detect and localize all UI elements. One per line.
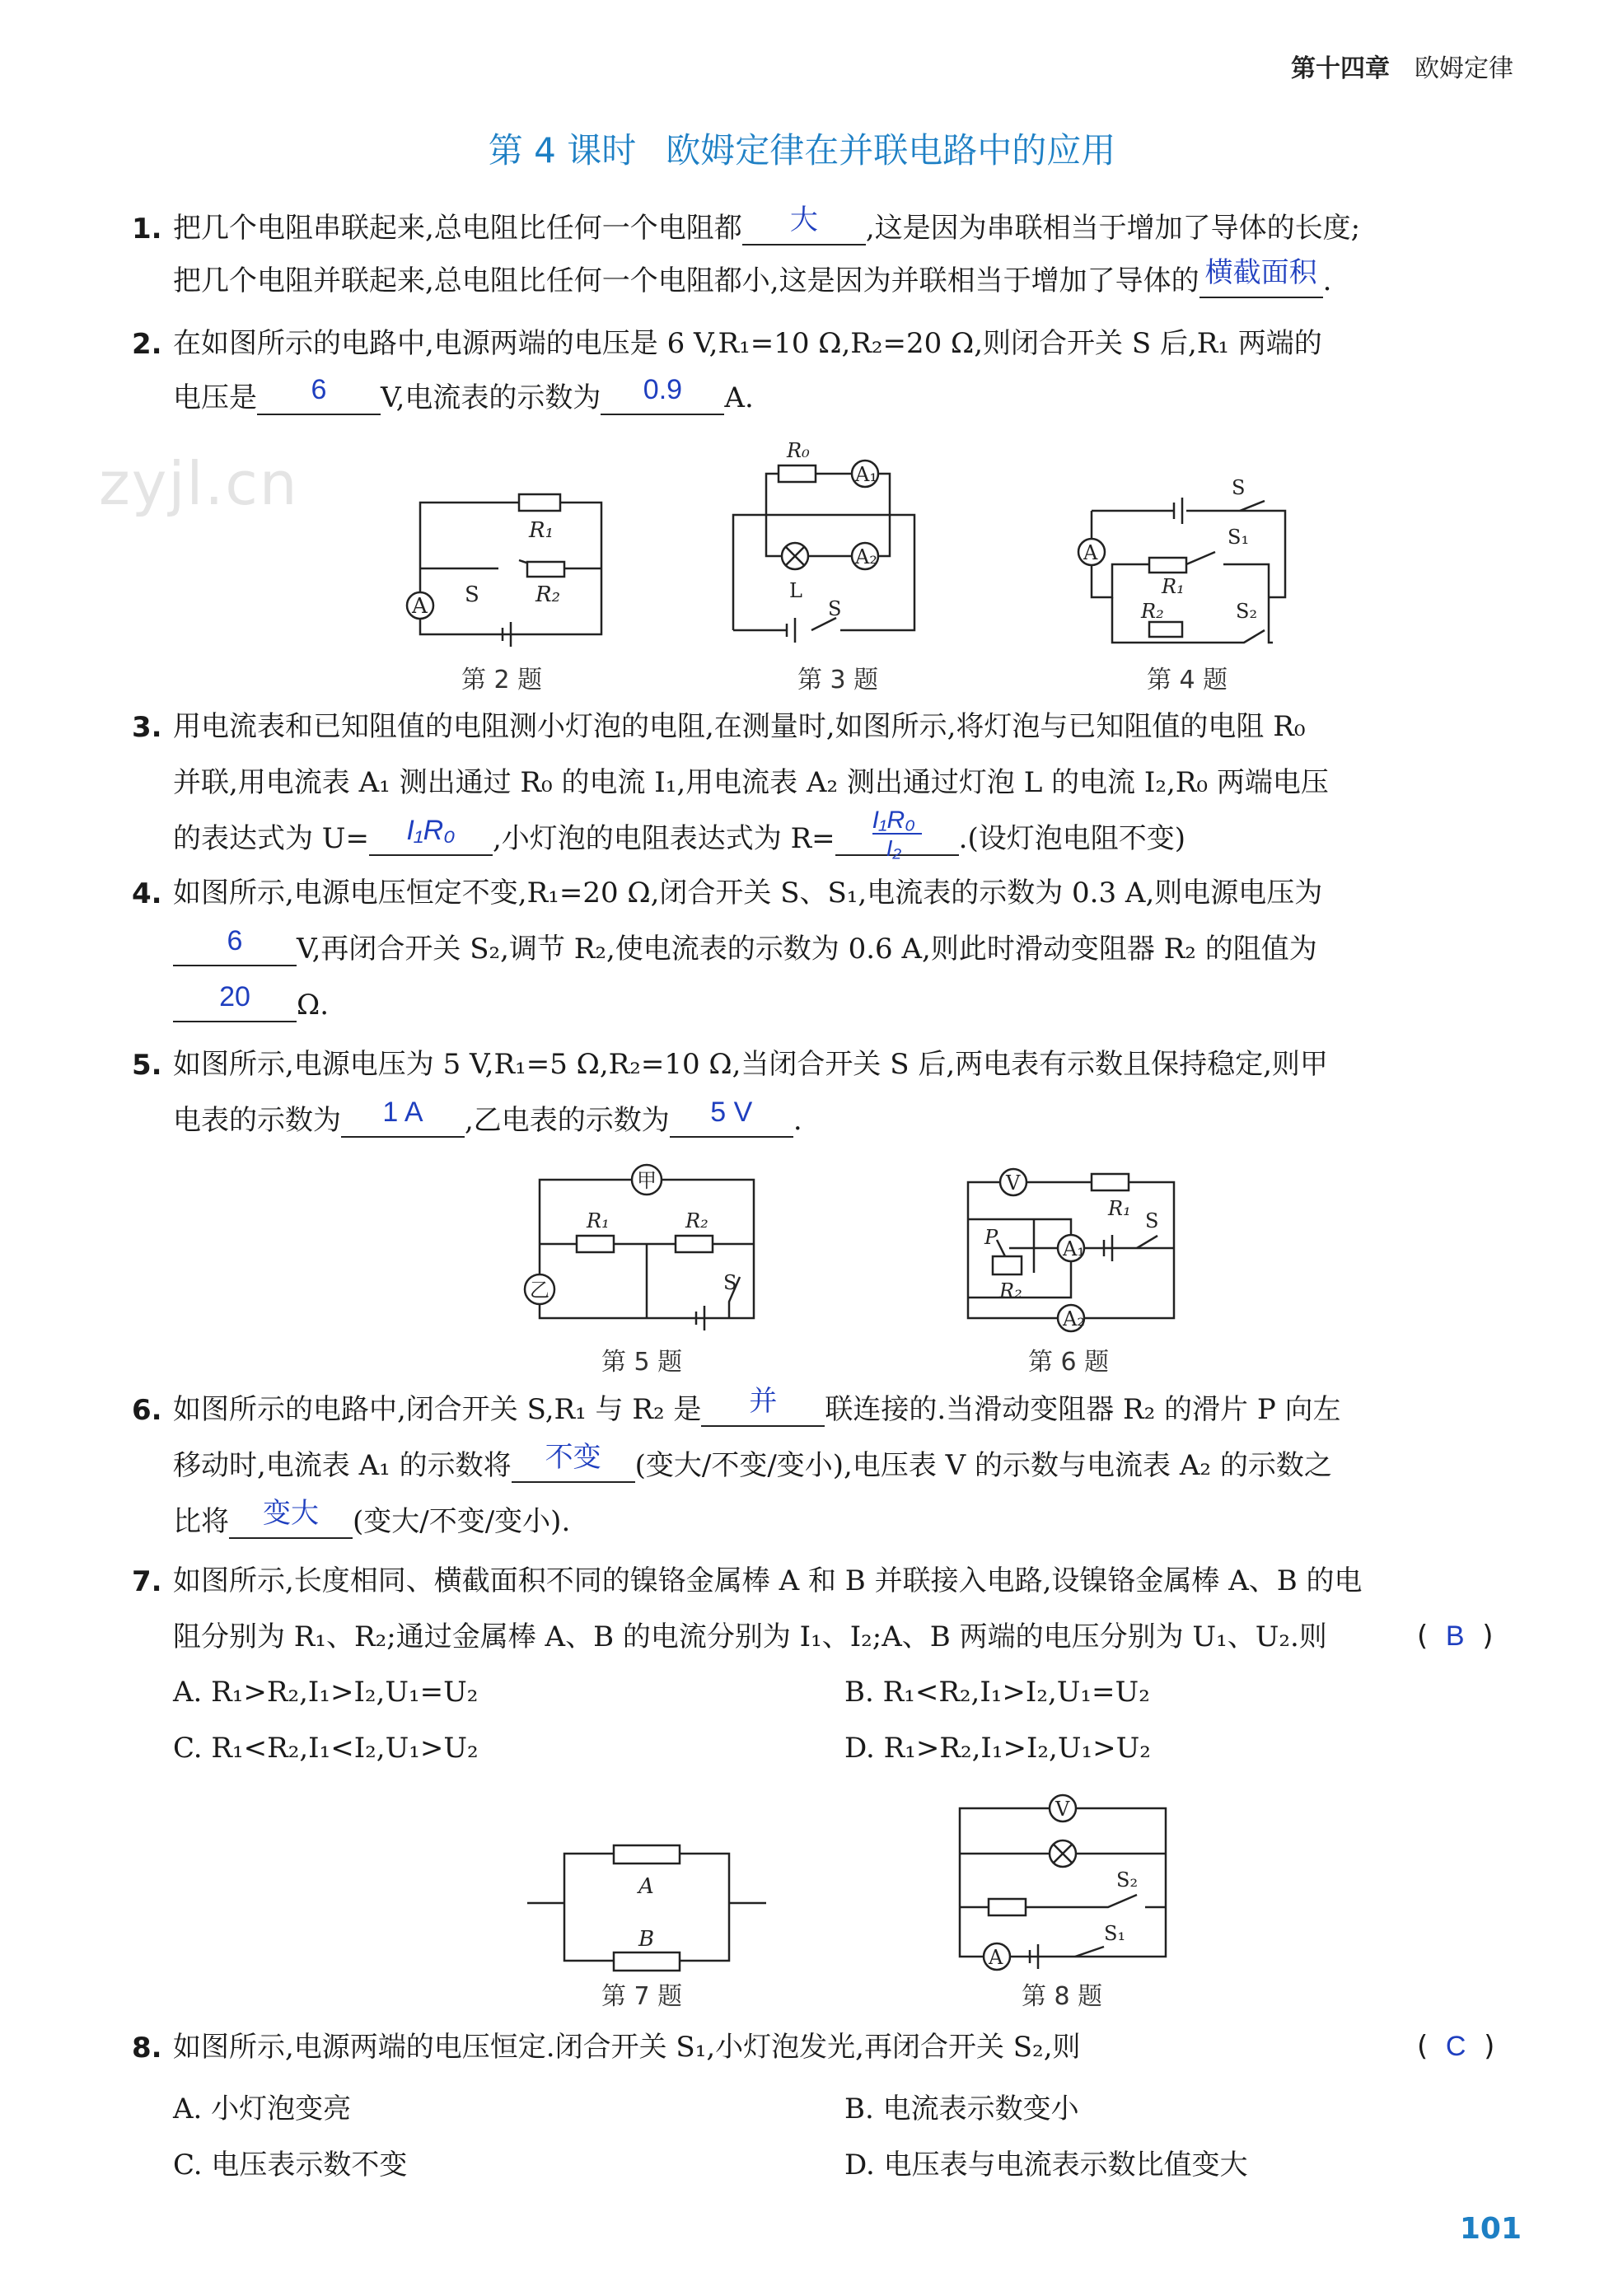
q2-answer1: 6 xyxy=(311,374,327,405)
q5-line1: 如图所示,电源电压为 5 V,R₁=5 Ω,R₂=10 Ω,当闭合开关 S 后,两电表有示数且保持稳定,则甲 xyxy=(173,1048,1328,1081)
q1-blank1 xyxy=(742,204,866,245)
fig5-jia-label: 甲 xyxy=(637,1169,657,1192)
fig5-r1-label: R₁ xyxy=(587,1209,610,1232)
q6-text-b: 联连接的.当滑动变阻器 R₂ 的滑片 P 向左 xyxy=(825,1393,1341,1426)
fig7-bar-a-label: A xyxy=(638,1874,654,1899)
q3-answer1: I₁R₀ xyxy=(406,815,456,846)
q5-line2 xyxy=(173,1097,802,1138)
q3-text-a: 的表达式为 U= xyxy=(173,822,369,855)
caption-q7: 第 7 题 xyxy=(601,1982,683,2011)
fig6-a1-label: A₁ xyxy=(1063,1237,1085,1260)
q4-line2 xyxy=(173,925,1317,966)
fig2-r1-label: R₁ xyxy=(529,518,554,543)
fig5-r2-label: R₂ xyxy=(685,1209,708,1232)
fig8-s2-label: S₂ xyxy=(1116,1868,1139,1892)
q4-blank2 xyxy=(173,981,297,1022)
q1-line2 xyxy=(173,257,1332,298)
q3-text-b: ,小灯泡的电阻表达式为 R= xyxy=(492,822,835,855)
q7-number: 7. xyxy=(132,1565,162,1598)
fig4-r2-label: R₂ xyxy=(1141,600,1164,623)
fig4-r1-label: R₁ xyxy=(1162,575,1185,598)
q7-answer: B xyxy=(1445,1620,1465,1652)
q6-blank1 xyxy=(701,1386,825,1427)
q1-answer1: 大 xyxy=(789,204,818,236)
watermark: zyjl.cn xyxy=(99,449,299,518)
fig6-r2-label: R₂ xyxy=(999,1279,1022,1302)
q6-blank2 xyxy=(512,1442,635,1483)
fig4-s1-label: S₁ xyxy=(1228,526,1250,549)
q3-blank1 xyxy=(369,815,493,856)
q4-blank1 xyxy=(173,925,297,966)
figure-q7-circuit xyxy=(527,1829,766,1977)
q6-text-e: 比将 xyxy=(173,1505,229,1538)
fig4-ammeter-label: A xyxy=(1083,541,1098,564)
fig8-ammeter-label: A xyxy=(989,1946,1003,1969)
fig2-r2-label: R₂ xyxy=(535,582,560,607)
q2-text-a: 电压是 xyxy=(173,381,257,414)
q5-answer2: 5 V xyxy=(710,1097,753,1128)
q8-option-d: D. 电压表与电流表示数比值变大 xyxy=(844,2149,1248,2181)
fig6-voltmeter-label: V xyxy=(1006,1171,1021,1195)
caption-q5: 第 5 题 xyxy=(601,1348,683,1377)
q8-answer-bracket: ( C ) xyxy=(1417,2030,1495,2063)
q1-blank2 xyxy=(1199,257,1323,298)
q2-blank1 xyxy=(257,374,381,415)
fig6-switch-label: S xyxy=(1145,1209,1159,1232)
q2-text-c: A. xyxy=(724,381,754,414)
q7-option-a: A. R₁>R₂,I₁>I₂,U₁=U₂ xyxy=(173,1676,479,1709)
q5-answer1: 1 A xyxy=(382,1097,423,1128)
chapter-number: 第十四章 xyxy=(1291,54,1390,83)
q4-answer1: 6 xyxy=(227,925,243,956)
figure-q6-circuit xyxy=(960,1157,1182,1335)
q2-number: 2. xyxy=(132,328,162,361)
q3-answer2-denominator: I₂ xyxy=(886,835,902,861)
figure-q3-circuit xyxy=(725,433,923,643)
lesson-title xyxy=(0,124,1604,173)
q6-line3 xyxy=(173,1498,571,1539)
q6-line2 xyxy=(173,1442,1332,1483)
q5-text-c: . xyxy=(793,1104,802,1137)
fig3-lamp-label: L xyxy=(789,579,802,602)
fig3-a1-label: A₁ xyxy=(855,463,877,486)
fig4-s2-label: S₂ xyxy=(1236,600,1258,623)
q6-text-a: 如图所示的电路中,闭合开关 S,R₁ 与 R₂ 是 xyxy=(173,1393,702,1426)
q3-answer2-numerator: I₁R₀ xyxy=(872,807,915,834)
figure-q4-circuit xyxy=(1079,478,1293,655)
chapter-header xyxy=(1291,48,1513,84)
fig6-a2-label: A₂ xyxy=(1063,1307,1085,1330)
fig5-switch-label: S xyxy=(723,1271,737,1294)
fig2-ammeter-label: A xyxy=(412,594,428,619)
fig3-r0-label: R₀ xyxy=(787,439,810,462)
q5-number: 5. xyxy=(132,1049,162,1082)
q1-text-b: ,这是因为串联相当于增加了导体的长度; xyxy=(865,212,1361,245)
q8-line1: 如图所示,电源两端的电压恒定.闭合开关 S₁,小灯泡发光,再闭合开关 S₂,则 xyxy=(173,2031,1081,2064)
q2-blank2 xyxy=(601,374,724,415)
q8-option-b: B. 电流表示数变小 xyxy=(844,2093,1079,2125)
q1-answer2: 横截面积 xyxy=(1204,257,1317,288)
q4-text-c: Ω. xyxy=(297,989,329,1022)
q1-number: 1. xyxy=(132,213,162,245)
q4-line3 xyxy=(173,981,329,1022)
q8-number: 8. xyxy=(132,2032,162,2065)
q7-option-c: C. R₁<R₂,I₁<I₂,U₁>U₂ xyxy=(173,1732,479,1765)
caption-q6: 第 6 题 xyxy=(1028,1348,1110,1377)
q6-number: 6. xyxy=(132,1394,162,1427)
q5-text-a: 电表的示数为 xyxy=(173,1104,341,1137)
caption-q3: 第 3 题 xyxy=(797,666,879,694)
q1-line1 xyxy=(173,204,1361,245)
fig8-voltmeter-label: V xyxy=(1055,1798,1070,1821)
q4-text-b: V,再闭合开关 S₂,调节 R₂,使电流表的示数为 0.6 A,则此时滑动变阻器 R₂ 的阻值为 xyxy=(297,933,1317,966)
q4-answer2: 20 xyxy=(219,981,250,1012)
fig7-bar-b-label: B xyxy=(638,1927,655,1952)
q5-blank2 xyxy=(670,1097,793,1138)
q7-answer-bracket: ( B ) xyxy=(1417,1620,1494,1653)
q3-line2: 并联,用电流表 A₁ 测出通过 R₀ 的电流 I₁,用电流表 A₂ 测出通过灯泡 L 的电流 I₂,R₀ 两端电压 xyxy=(173,766,1329,799)
page-number: 101 xyxy=(1459,2212,1522,2246)
q3-line3 xyxy=(173,807,1185,861)
q6-answer1: 并 xyxy=(749,1386,778,1417)
q8-option-a: A. 小灯泡变亮 xyxy=(173,2093,352,2125)
q3-blank2 xyxy=(835,807,959,861)
q3-line1: 用电流表和已知阻值的电阻测小灯泡的电阻,在测量时,如图所示,将灯泡与已知阻值的电阻 R₀ xyxy=(173,710,1306,743)
q4-line1: 如图所示,电源电压恒定不变,R₁=20 Ω,闭合开关 S、S₁,电流表的示数为 0.3 A,则电源电压为 xyxy=(173,877,1323,910)
figure-q2-circuit xyxy=(412,486,610,651)
figure-q5-circuit xyxy=(527,1162,766,1326)
q6-text-d: (变大/不变/变小),电压表 V 的示数与电流表 A₂ 的示数之 xyxy=(634,1449,1332,1482)
q8-option-c: C. 电压表示数不变 xyxy=(173,2149,408,2181)
chapter-topic: 欧姆定律 xyxy=(1415,54,1513,83)
caption-q4: 第 4 题 xyxy=(1147,666,1228,694)
fig6-r1-label: R₁ xyxy=(1108,1197,1131,1220)
q1-text-a: 把几个电阻串联起来,总电阻比任何一个电阻都 xyxy=(173,212,742,245)
q7-option-d: D. R₁>R₂,I₁>I₂,U₁>U₂ xyxy=(844,1732,1151,1765)
q6-text-c: 移动时,电流表 A₁ 的示数将 xyxy=(173,1449,512,1482)
q2-text-b: V,电流表的示数为 xyxy=(381,381,601,414)
figure-q8-circuit xyxy=(952,1792,1174,1977)
caption-q2: 第 2 题 xyxy=(461,666,543,694)
q4-number: 4. xyxy=(132,877,162,910)
fig6-p-label: P xyxy=(984,1226,998,1249)
q6-blank3 xyxy=(229,1498,353,1539)
q6-answer2: 不变 xyxy=(545,1442,601,1473)
lesson-number: 第 4 课时 xyxy=(488,130,637,171)
q6-answer3: 变大 xyxy=(263,1498,319,1529)
fig8-s1-label: S₁ xyxy=(1104,1922,1126,1945)
q1-text-c: 把几个电阻并联起来,总电阻比任何一个电阻都小,这是因为并联相当于增加了导体的 xyxy=(173,264,1199,297)
q5-text-b: ,乙电表的示数为 xyxy=(465,1104,670,1137)
q2-answer2: 0.9 xyxy=(643,374,683,405)
q3-text-c: .(设灯泡电阻不变) xyxy=(958,822,1185,855)
q2-line2 xyxy=(173,374,754,415)
fig3-switch-label: S xyxy=(828,597,842,620)
fig2-switch-label: S xyxy=(465,582,479,607)
q8-answer: C xyxy=(1445,2031,1466,2062)
q6-line1 xyxy=(173,1386,1341,1427)
q7-option-b: B. R₁<R₂,I₁>I₂,U₁=U₂ xyxy=(844,1676,1150,1709)
q5-blank1 xyxy=(341,1097,465,1138)
lesson-name: 欧姆定律在并联电路中的应用 xyxy=(666,130,1116,171)
q6-text-f: (变大/不变/变小). xyxy=(353,1505,571,1538)
fig5-yi-label: 乙 xyxy=(530,1279,549,1302)
fig3-a2-label: A₂ xyxy=(855,545,877,568)
fig4-s-label: S xyxy=(1232,476,1246,499)
q2-line1: 在如图所示的电路中,电源两端的电压是 6 V,R₁=10 Ω,R₂=20 Ω,则闭合开关 S 后,R₁ 两端的 xyxy=(173,327,1322,360)
caption-q8: 第 8 题 xyxy=(1022,1982,1103,2011)
q3-number: 3. xyxy=(132,711,162,744)
q7-line1: 如图所示,长度相同、横截面积不同的镍铬金属棒 A 和 B 并联接入电路,设镍铬金属棒 A、B 的电 xyxy=(173,1564,1363,1597)
q1-text-d: . xyxy=(1322,264,1332,297)
q7-line2: 阻分别为 R₁、R₂;通过金属棒 A、B 的电流分别为 I₁、I₂;A、B 两端的电压分别为 U₁、U₂.则 xyxy=(173,1620,1327,1653)
